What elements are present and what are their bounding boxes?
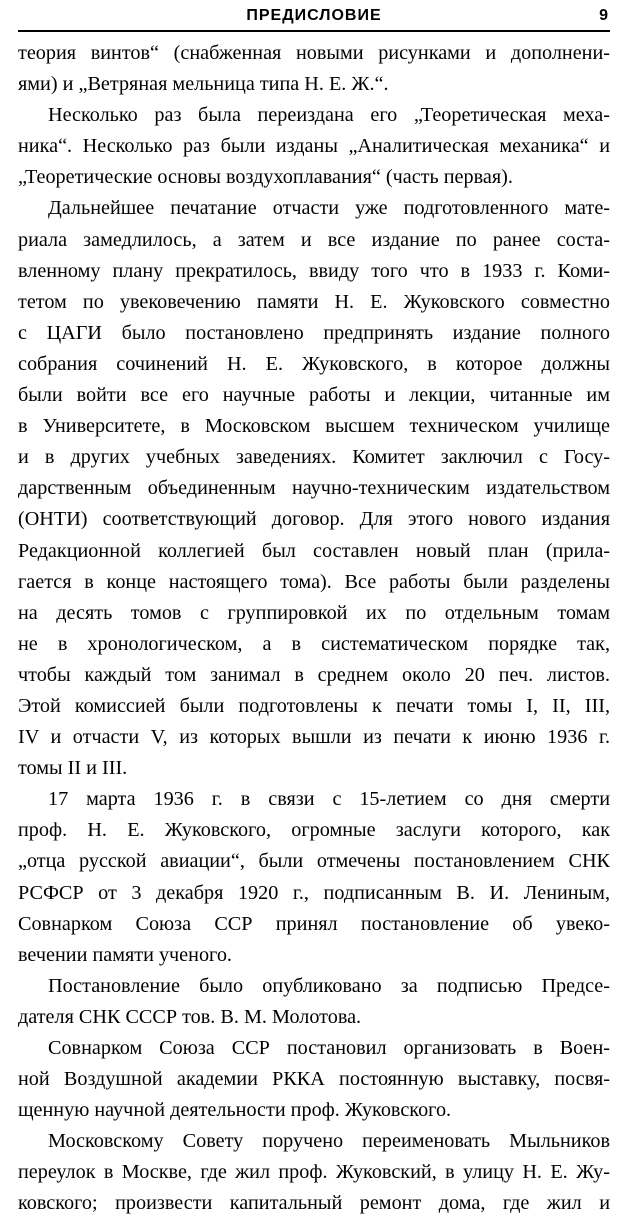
text-line: дарственным объединенным научно-техническим издательством bbox=[18, 477, 610, 500]
text-line: ковского; произвести капитальный ремонт дома, где жил и bbox=[18, 1192, 610, 1215]
text-line: на десять томов с группировкой их по отдельным томам bbox=[18, 601, 610, 624]
text-line: Дальнейшее печатание отчасти уже подготовленного мате- bbox=[48, 197, 610, 220]
text-line: с ЦАГИ было постановлено предпринять издание полного bbox=[18, 321, 610, 344]
text-line: не в хронологическом, а в систематическом порядке так, bbox=[18, 632, 610, 655]
text-line: РСФСР от 3 декабря 1920 г., подписанным В. И. Лениным, bbox=[18, 881, 610, 904]
text-line: вечении памяти ученого. bbox=[18, 943, 232, 966]
text-line: щенную научной деятельности проф. Жуковского. bbox=[18, 1099, 452, 1122]
body-text bbox=[18, 38, 610, 1220]
text-line: томы II и III. bbox=[18, 757, 128, 780]
text-line: переулок в Москве, где жил проф. Жуковский, в улицу Н. Е. Жу- bbox=[18, 1161, 610, 1184]
text-line: были войти все его научные работы и лекции, читанные им bbox=[18, 384, 610, 407]
text-line: в Университете, в Московском высшем техническом училище bbox=[18, 415, 610, 438]
text-line: Несколько раз была переиздана его „Теоретическая меха- bbox=[48, 104, 610, 127]
text-line: тетом по увековечению памяти Н. Е. Жуковского совместно bbox=[18, 290, 610, 313]
text-line: Московскому Совету поручено переименовать Мыльников bbox=[48, 1130, 610, 1153]
text-line: „отца русской авиации“, были отмечены постановлением СНК bbox=[18, 850, 610, 873]
text-line: вленному плану прекратилось, ввиду того что в 1933 г. Коми- bbox=[18, 259, 610, 282]
text-line: „Теоретические основы воздухоплавания“ (часть первая). bbox=[18, 166, 513, 189]
text-line: теория винтов“ (снабженная новыми рисунками и дополнени- bbox=[18, 42, 610, 64]
text-line: 17 марта 1936 г. в связи с 15-летием со дня смерти bbox=[48, 788, 610, 811]
text-line: ями) и „Ветряная мельница типа Н. Е. Ж.“. bbox=[18, 73, 389, 96]
text-line: чтобы каждый том занимал в среднем около 20 печ. листов. bbox=[18, 663, 610, 686]
header-title: ПРЕДИСЛОВИЕ bbox=[246, 7, 382, 24]
text-line: ника“. Несколько раз были изданы „Аналитическая механика“ и bbox=[18, 135, 610, 158]
text-line: проф. Н. Е. Жуковского, огромные заслуги которого, как bbox=[18, 819, 610, 842]
text-line: Постановление было опубликовано за подписью Предсе- bbox=[48, 974, 610, 997]
text-line: Совнарком Союза ССР принял постановление об увеко- bbox=[18, 912, 610, 935]
book-page bbox=[18, 4, 610, 1220]
text-line: дателя СНК СССР тов. В. М. Молотова. bbox=[18, 1005, 362, 1028]
page-number: 9 bbox=[599, 7, 608, 24]
running-header bbox=[18, 4, 610, 32]
text-line: гается в конце настоящего тома). Все работы были разделены bbox=[18, 570, 610, 593]
text-line: риала замедлилось, а затем и все издание по ранее соста- bbox=[18, 228, 610, 251]
text-line: Редакционной коллегией был составлен новый план (прила- bbox=[18, 539, 610, 562]
text-line: и в других учебных заведениях. Комитет заключил с Госу- bbox=[18, 446, 610, 469]
text-line: собрания сочинений Н. Е. Жуковского, в которое должны bbox=[18, 352, 610, 375]
text-line: (ОНТИ) соответствующий договор. Для этого нового издания bbox=[18, 508, 610, 531]
text-line: ной Воздушной академии РККА постоянную выставку, посвя- bbox=[18, 1068, 610, 1091]
text-line: IV и отчасти V, из которых вышли из печати к июню 1936 г. bbox=[18, 726, 610, 749]
text-line: Этой комиссией были подготовлены к печати томы I, II, III, bbox=[18, 694, 610, 717]
text-line: Совнарком Союза ССР постановил организовать в Воен- bbox=[48, 1037, 610, 1059]
